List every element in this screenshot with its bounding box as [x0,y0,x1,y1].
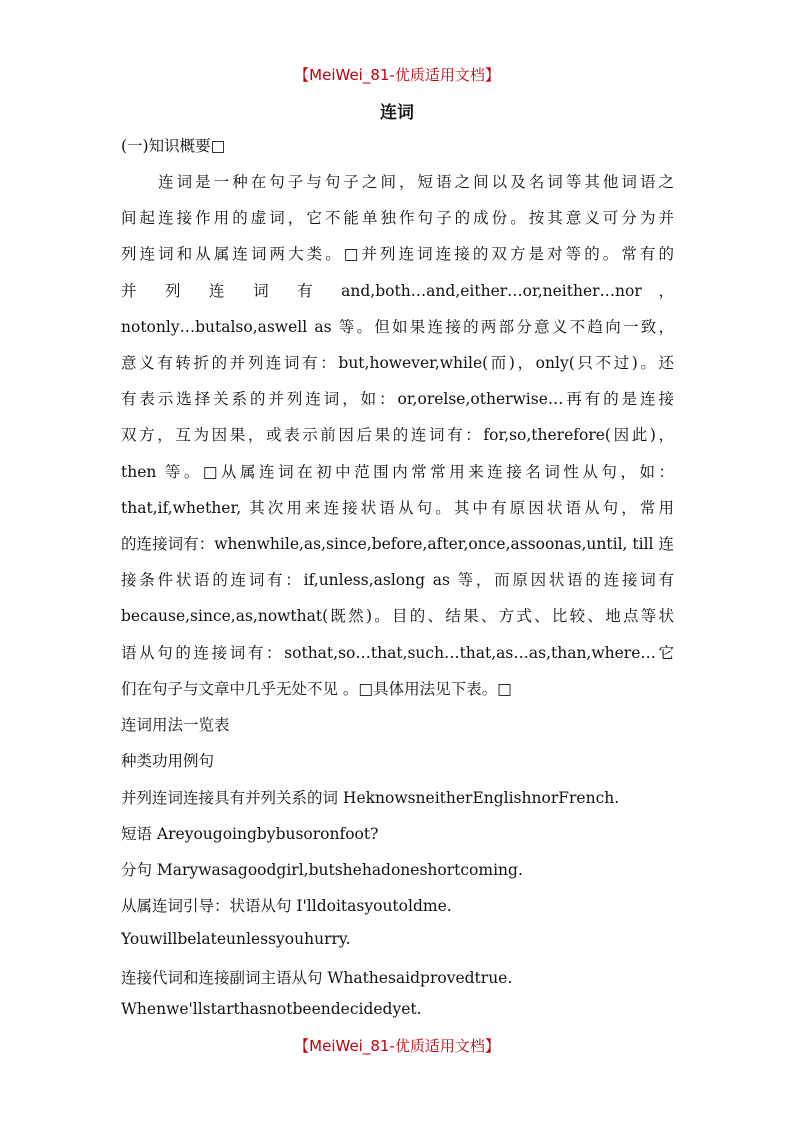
paragraph-line: 列连词和从属连词两大类。□并列连词连接的双方是对等的。常有的 [121,245,674,263]
paragraph-line: 接条件状语的连词有：if,unless,aslong as 等，而原因状语的连接词有 [121,571,674,589]
paragraph-line: because,since,as,nowthat(既然)。目的、结果、方式、比较、地点等状 [121,607,674,625]
paragraph-line: 连词是一种在句子与句子之间，短语之间以及名词等其他词语之 [121,173,674,191]
paragraph-line: 有表示选择关系的并列连词，如：or,orelse,otherwise…再有的是连接 [121,390,674,408]
paragraph-line: 的连接词有：whenwhile,as,since,before,after,once,assoonas,until, till 连 [121,535,674,553]
paragraph-line: 间起连接作用的虚词，它不能单独作句子的成份。按其意义可分为并 [121,209,674,227]
section-heading: (一)知识概要□ [121,137,226,155]
table-row: 从属连词引导：状语从句 I'lldoitasyoutoldme. [121,897,452,915]
paragraph-line: 并 列 连 词 有 and,both…and,either…or,neither…nor ， [121,282,674,300]
paragraph-line: that,if,whether, 其次用来连接状语从句。其中有原因状语从句，常用 [121,499,674,517]
page-header: 【MeiWei_81-优质适用文档】 [294,66,500,84]
table-header: 种类功用例句 [121,752,215,770]
table-row: 分句 Marywasagoodgirl,butshehadoneshortcoming. [121,861,523,879]
paragraph-line: 们在句子与文章中几乎无处不见 。□具体用法见下表。□ [121,680,512,698]
paragraph-line: 语从句的连接词有：sothat,so…that,such…that,as…as,than,where…它 [121,644,674,662]
table-row: Whenwe'llstarthasnotbeendecidedyet. [121,1000,422,1018]
paragraph-line: 意义有转折的并列连词有：but,however,while(而)，only(只不过)。还 [121,354,674,372]
table-title: 连词用法一览表 [121,716,230,734]
page-footer: 【MeiWei_81-优质适用文档】 [294,1037,500,1055]
table-row: Youwillbelateunlessyouhurry. [121,930,351,948]
paragraph-line: 双方，互为因果，或表示前因后果的连词有：for,so,therefore(因此)， [121,426,674,444]
table-row: 短语 Areyougoingbybusoronfoot? [121,825,379,843]
paragraph-line: then 等。□从属连词在初中范围内常常用来连接名词性从句，如： [121,463,674,481]
table-row: 连接代词和连接副词主语从句 Whathesaidprovedtrue. [121,969,513,987]
table-row: 并列连词连接具有并列关系的词 HeknowsneitherEnglishnorFrench. [121,789,620,807]
page-title: 连词 [380,103,414,123]
paragraph-line: notonly…butalso,aswell as 等。但如果连接的两部分意义不趋向一致， [121,318,674,336]
